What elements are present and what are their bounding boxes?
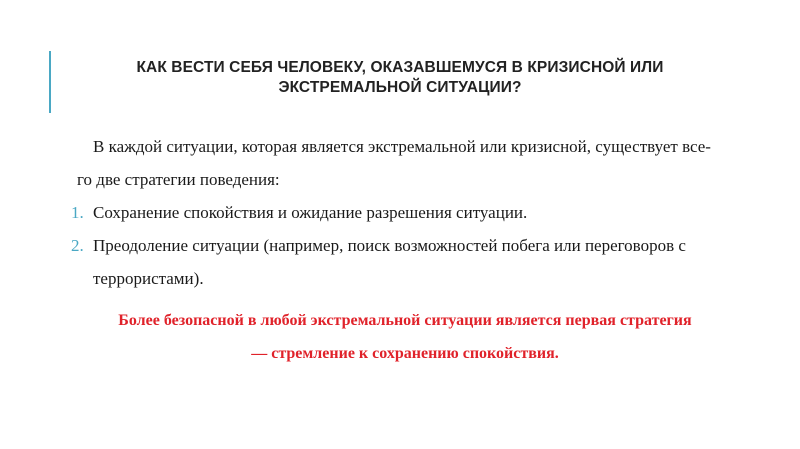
list-item-text: Сохранение спокойствия и ожидание разрешения ситуации. [93, 203, 528, 222]
title-line-1: КАК ВЕСТИ СЕБЯ ЧЕЛОВЕКУ, ОКАЗАВШЕМУСЯ В КРИЗИСНОЙ ИЛИ [136, 59, 664, 76]
intro-paragraph [71, 130, 751, 196]
list-item-text-continued: террористами). [93, 269, 204, 288]
title-line-2: ЭКСТРЕМАЛЬНОЙ СИТУАЦИИ? [278, 79, 522, 96]
highlight-line-2: — стремление к сохранению спокойствия. [251, 345, 559, 362]
slide-body [71, 130, 751, 295]
list-item [71, 196, 751, 229]
intro-line-1: В каждой ситуации, которая является экстремальной или кризисной, существует все- [93, 137, 711, 156]
highlight-line-1: Более безопасной в любой экстремальной ситуации является первая стратегия [118, 312, 692, 329]
list-item [71, 229, 751, 295]
slide-title [60, 58, 740, 98]
accent-line [49, 51, 51, 113]
list-item-number: 2. [71, 236, 84, 255]
highlight-conclusion [40, 304, 770, 370]
strategy-list [71, 196, 751, 295]
intro-line-2: го две стратегии поведения: [77, 170, 280, 189]
list-item-number: 1. [71, 203, 84, 222]
list-item-text: Преодоление ситуации (например, поиск возможностей побега или переговоров с [93, 236, 686, 255]
